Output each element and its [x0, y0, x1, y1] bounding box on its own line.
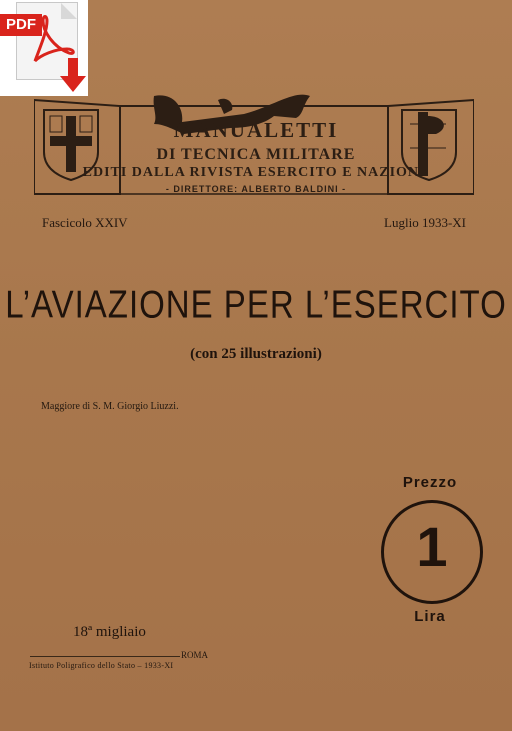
- pdf-file-icon[interactable]: [0, 0, 88, 96]
- price-label: Prezzo: [402, 474, 458, 491]
- book-title: L’AVIAZIONE PER L’ESERCITO: [5, 282, 507, 326]
- issue-date: Luglio 1933-XI: [384, 215, 466, 230]
- author: Maggiore di S. M. Giorgio Liuzzi.: [41, 401, 179, 412]
- publisher-name: Istituto Poligrafico dello Stato – 1933-XI: [29, 661, 174, 670]
- issue-number: Fascicolo XXIV: [42, 215, 128, 230]
- series-director: - DIRETTORE: ALBERTO BALDINI -: [165, 184, 347, 194]
- pdf-label: PDF: [0, 14, 42, 36]
- publisher-city: ROMA: [181, 650, 209, 660]
- price-value: 1: [416, 515, 448, 578]
- download-arrow-icon: [58, 56, 88, 96]
- divider: [30, 656, 180, 657]
- series-subtitle: DI TECNICA MILITARE: [156, 146, 356, 163]
- series-publisher-line: EDITI DALLA RIVISTA ESERCITO E NAZIONE: [82, 165, 430, 180]
- series-title: MANUALETTI: [173, 118, 339, 142]
- book-subtitle: (con 25 illustrazioni): [190, 346, 322, 362]
- edition-print-run: 18ª migliaio: [73, 624, 146, 640]
- price-currency: Lira: [414, 608, 446, 625]
- price-circle: [381, 500, 483, 604]
